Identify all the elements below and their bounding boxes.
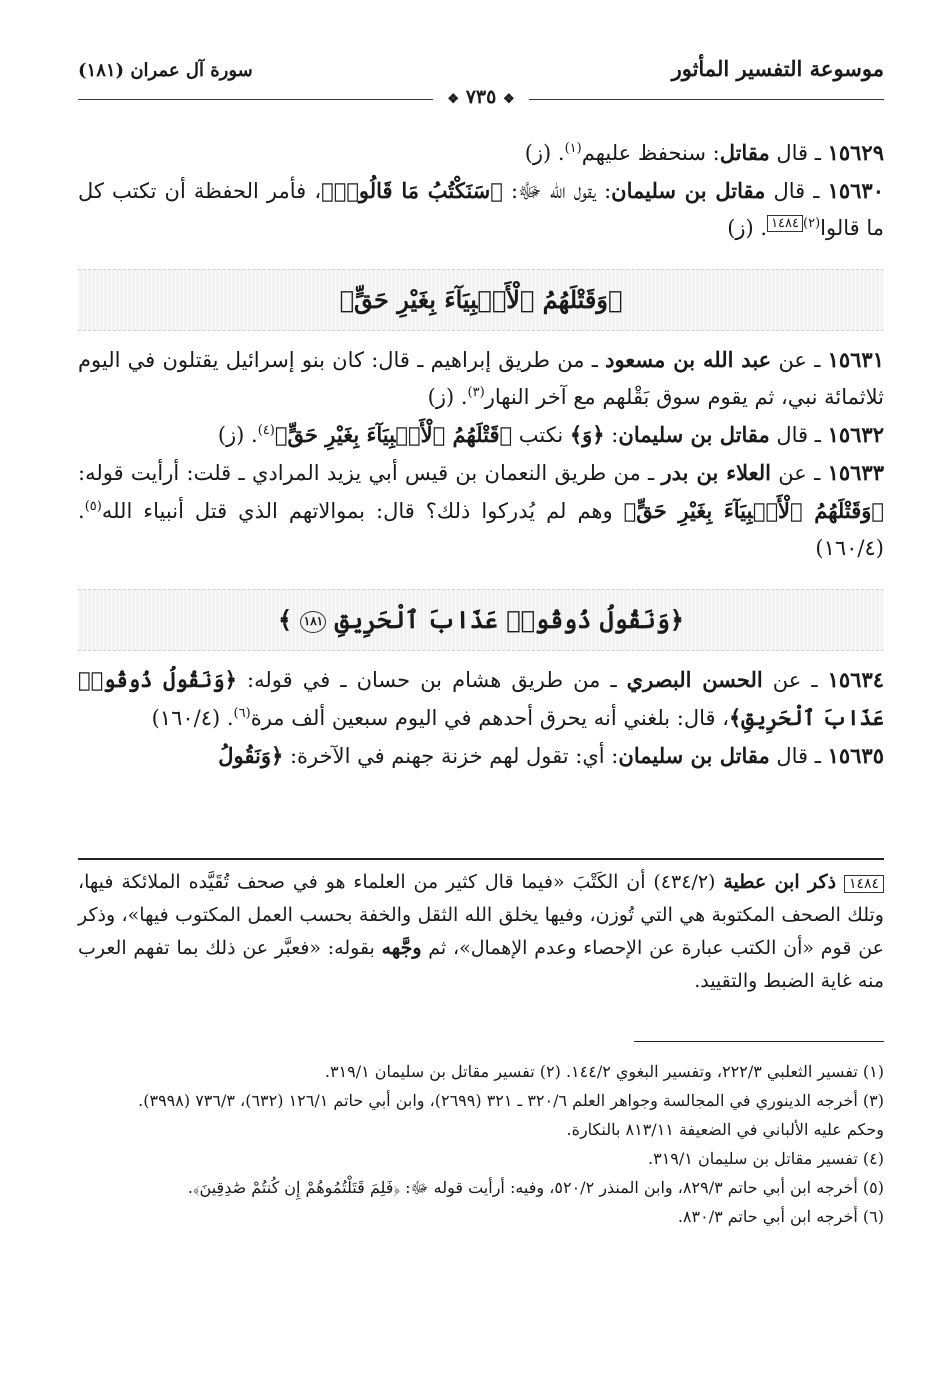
footnote-line: (٤) تفسير مقاتل بن سليمان ٣١٩/١. [648,1149,884,1168]
footnote-line: وحكم عليه الألباني في الضعيفة ٨١٣/١١ بالنكارة. [566,1120,884,1139]
narration-entry [78,341,884,416]
entry-number: ١٥٦٢٩ [827,140,884,165]
quran-quote: ﴿قَتْلَهُمُ ٱلْأَنۢبِيَآءَ بِغَيْرِ حَقٍّ﴾ [274,422,513,447]
narration-entry [78,134,884,172]
quran-quote: ﴿وَقَتْلَهُمُ ٱلْأَنۢبِيَآءَ بِغَيْرِ حَقٍّ﴾ [623,498,884,523]
comment-separator [78,858,884,860]
scholar-comment [78,866,884,998]
text-run: ـ من طريق هشام بن حسان ـ في قوله: [236,668,627,692]
entries-mid [78,341,884,567]
verse-close-bracket: ﴾ [278,605,293,634]
quran-quote: ﴿وَ﴾ [569,422,605,447]
text-run: ، فأمر الحفظة أن تكتب كل ما قالوا [78,179,884,240]
footnote-separator [634,1041,884,1042]
footnote-marker: (٣) [467,385,485,400]
ornament-icon: ❖ [502,92,515,107]
text-run: : أي: تقول لهم خزنة جهنم في الآخرة: [283,744,619,768]
footnote-line: (٥) أخرجه ابن أبي حاتم ٨٢٩/٣، وابن المنذر ٥٢٠/٢، وفيه: أرأيت قوله ﷻ: ﴿فَلِمَ قَتَلْتُمُوهُمْ إِن كُنتُمْ صَٰدِقِينَ﴾. [187,1178,884,1197]
verse-heading-2 [78,589,884,651]
text-run: . (ز) [524,141,565,165]
comment-number: ١٤٨٤ [844,875,884,893]
ornament-icon: ❖ [447,92,460,107]
surah-label: سورة آل عمران (١٨١) [78,60,253,81]
narrator-name: ذكر ابن عطية [723,871,837,893]
footnote-marker: (٥) [84,499,102,514]
text-run: ـ من طريق إبراهيم ـ قال: كان بنو إسرائيل يقتلون في اليوم ثلاثمائة نبي، ثم يقوم سوق بَقْلهم مع آخر النهار [78,348,884,409]
text-run: ، قال: بلغني أنه يحرق أحدهم في اليوم سبعين ألف مرة [250,706,730,730]
footnote-marker: (٢) [803,216,821,231]
text-run [836,871,844,893]
page-number-wrap [78,86,884,108]
entry-number: ١٥٦٣٤ [827,667,885,692]
footnote-line: (٦) أخرجه ابن أبي حاتم ٨٣٠/٣. [677,1207,884,1226]
text-run: ـ من طريق النعمان بن قيس أبي يزيد المرادي ـ قلت: أرأيت قوله: [78,461,662,485]
entries-top [78,134,884,247]
text-run: وهم لم يُدركوا ذلك؟ قال: بموالاتهم الذي قتل أنبياء الله [101,499,624,523]
text-run: : [604,423,619,447]
page-number: ٧٣٥ [465,86,497,108]
text-run: . (١٦٠/٤) [78,499,884,560]
text-run: ـ عن [771,461,828,485]
narration-entry [78,661,884,737]
text-run: . (ز) [727,216,768,240]
narration-entry [78,737,884,775]
text-run: ـ قال [765,179,828,203]
entry-number: ١٥٦٣٠ [827,178,884,203]
text-run: . (ز) [217,423,258,447]
footnote-marker: (١) [564,141,582,156]
text-run: : يقول الله ﷻ: [502,179,612,203]
main-text [78,134,884,775]
verse-heading-text: ﴿وَقَتْلَهُمُ ٱلْأَنۢبِيَآءَ بِغَيْرِ حَقٍّ﴾ [339,285,623,314]
narrator-name: مقاتل بن سليمان [611,178,766,203]
entry-number: ١٥٦٣٥ [827,743,884,768]
verse-heading-1 [78,269,884,331]
narration-entry [78,416,884,454]
text-run: : سنحفظ عليهم [581,141,720,165]
book-title: موسوعة التفسير المأثور [671,56,884,81]
footnotes [78,1057,884,1231]
footnote-line: (٣) أخرجه الدينوري في المجالسة وجواهر العلم ٣٢٠/٦ ـ ٣٢١ (٢٦٩٩)، وابن أبي حاتم ١٢٦/١ (٦٣٢)، ٧٣٦/٣ (٣٩٩٨). [138,1091,884,1110]
comment-text [78,871,884,992]
text-run: . (١٦٠/٤) [151,706,234,730]
comment-reference: ١٤٨٤ [767,215,803,232]
text-run: (٤٣٤/٢) أن الكَتْبَ «فيما قال كثير من العلماء هو في صحف تُقَيَّده الملائكة فيها، وتلك الصحف المكتوبة هي التي تُوزن، وفيها يخلق الله الثقل والخفة بحسب العمل المكتوب فيها»، وذكر عن قوم «أن الكتب عبارة عن الإحصاء وعدم الإهمال»، ثم [78,871,884,959]
quran-quote: ﴿سَنَكْتُبُ مَا قَالُوا۟﴾ [321,178,503,203]
text-run: ـ قال [769,423,828,447]
narration-entry [78,454,884,567]
text-run: ـ عن [762,668,828,692]
text-run: ـ عن [771,348,828,372]
footnote-marker: (٤) [257,423,275,438]
entry-number: ١٥٦٣٢ [827,422,884,447]
narrator-name: عبد الله بن مسعود [605,347,772,372]
narrator-name: مقاتل [719,140,770,165]
text-run: ـ قال [769,744,828,768]
page-header [78,52,884,108]
footnote-line: (١) تفسير الثعلبي ٢٢٢/٣، وتفسير البغوي ١٤٤/٢. (٢) تفسير مقاتل بن سليمان ٣١٩/١. [324,1062,884,1081]
footnote-marker: (٦) [233,706,251,721]
narrator-name: وجَّهه [381,937,422,959]
narration-entry [78,172,884,247]
text-run: ـ قال [769,141,828,165]
text-run: . (ز) [427,385,468,409]
page-number-box [439,86,522,108]
quran-quote: ﴿وَنَقُولُ [218,743,284,768]
verse-heading-text: ﴿وَنَقُولُ ذُوقُوا۟ عَذَابَ ٱلْحَرِيقِ [334,605,684,634]
narrator-name: العلاء بن بدر [661,460,771,485]
entry-number: ١٥٦٣١ [827,347,884,372]
narrator-name: مقاتل بن سليمان [618,743,770,768]
text-run: نكتب [512,423,570,447]
entries-bottom [78,661,884,775]
narrator-name: الحسن البصري [626,667,763,692]
text-run: بقوله: «فعبَّر عن ذلك بما تفهم العرب منه غاية الضبط والتقييد. [78,937,884,992]
ayah-number-badge: ١٨١ [300,611,326,633]
entry-number: ١٥٦٣٣ [827,460,884,485]
narrator-name: مقاتل بن سليمان [618,422,770,447]
quran-quote: ﴿وَنَقُولُ ذُوقُوا۟ عَذَابَ ٱلْحَرِيقِ﴾ [78,667,884,730]
